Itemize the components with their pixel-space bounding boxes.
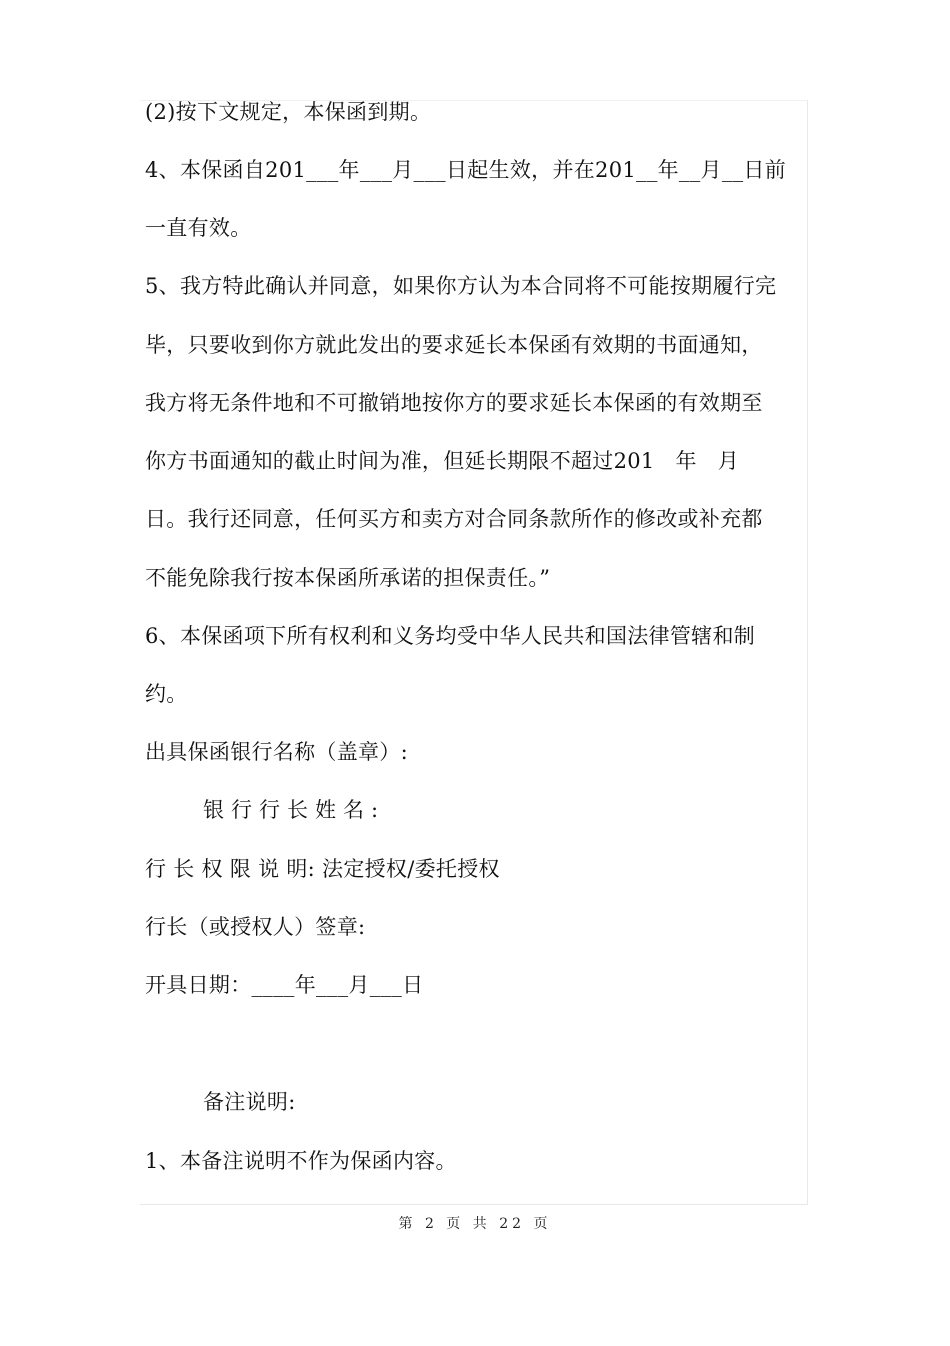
text-line-bank-name: 出具保函银行名称（盖章）: bbox=[145, 740, 408, 764]
text-line-validity-cont: 一直有效。 bbox=[145, 216, 252, 240]
text-line-issue-date: 开具日期：____年___月___日 bbox=[145, 973, 424, 997]
text-line-clause-5-cont-2: 我方将无条件地和不可撤销地按你方的要求延长本保函的有效期至 bbox=[145, 391, 763, 415]
text-line-remark-1: 1、本备注说明不作为保函内容。 bbox=[145, 1149, 457, 1173]
text-line-clause-5-cont-5: 不能免除我行按本保函所承诺的担保责任。” bbox=[145, 566, 551, 590]
text-line-authority: 行 长 权 限 说 明: 法定授权/委托授权 bbox=[145, 857, 500, 881]
text-line-clause-6-cont: 约。 bbox=[145, 682, 188, 706]
text-line-clause-5: 5、我方特此确认并同意，如果你方认为本合同将不可能按期履行完 bbox=[145, 274, 777, 298]
text-line-clause-5-cont-3: 你方书面通知的截止时间为准，但延长期限不超过201 年 月 bbox=[145, 449, 740, 473]
page-frame bbox=[140, 100, 808, 1205]
text-line-clause-5-cont-1: 毕，只要收到你方就此发出的要求延长本保函有效期的书面通知， bbox=[145, 333, 763, 357]
text-line-clause-5-cont-4: 日。我行还同意，任何买方和卖方对合同条款所作的修改或补充都 bbox=[145, 507, 763, 531]
text-line-remarks-heading: 备注说明: bbox=[203, 1090, 296, 1114]
text-line-validity-period: 4、本保函自201___年___月___日起生效，并在201__年__月__日前 bbox=[145, 158, 787, 182]
page-footer: 第 2 页 共 22 页 bbox=[398, 1216, 552, 1232]
text-line-signature: 行长（或授权人）签章: bbox=[145, 915, 366, 939]
text-line-clause-6: 6、本保函项下所有权利和义务均受中华人民共和国法律管辖和制 bbox=[145, 624, 756, 648]
text-line-president-name: 银行行长姓名: bbox=[203, 798, 386, 822]
text-line-guarantee-expiry: (2)按下文规定，本保函到期。 bbox=[145, 100, 432, 124]
